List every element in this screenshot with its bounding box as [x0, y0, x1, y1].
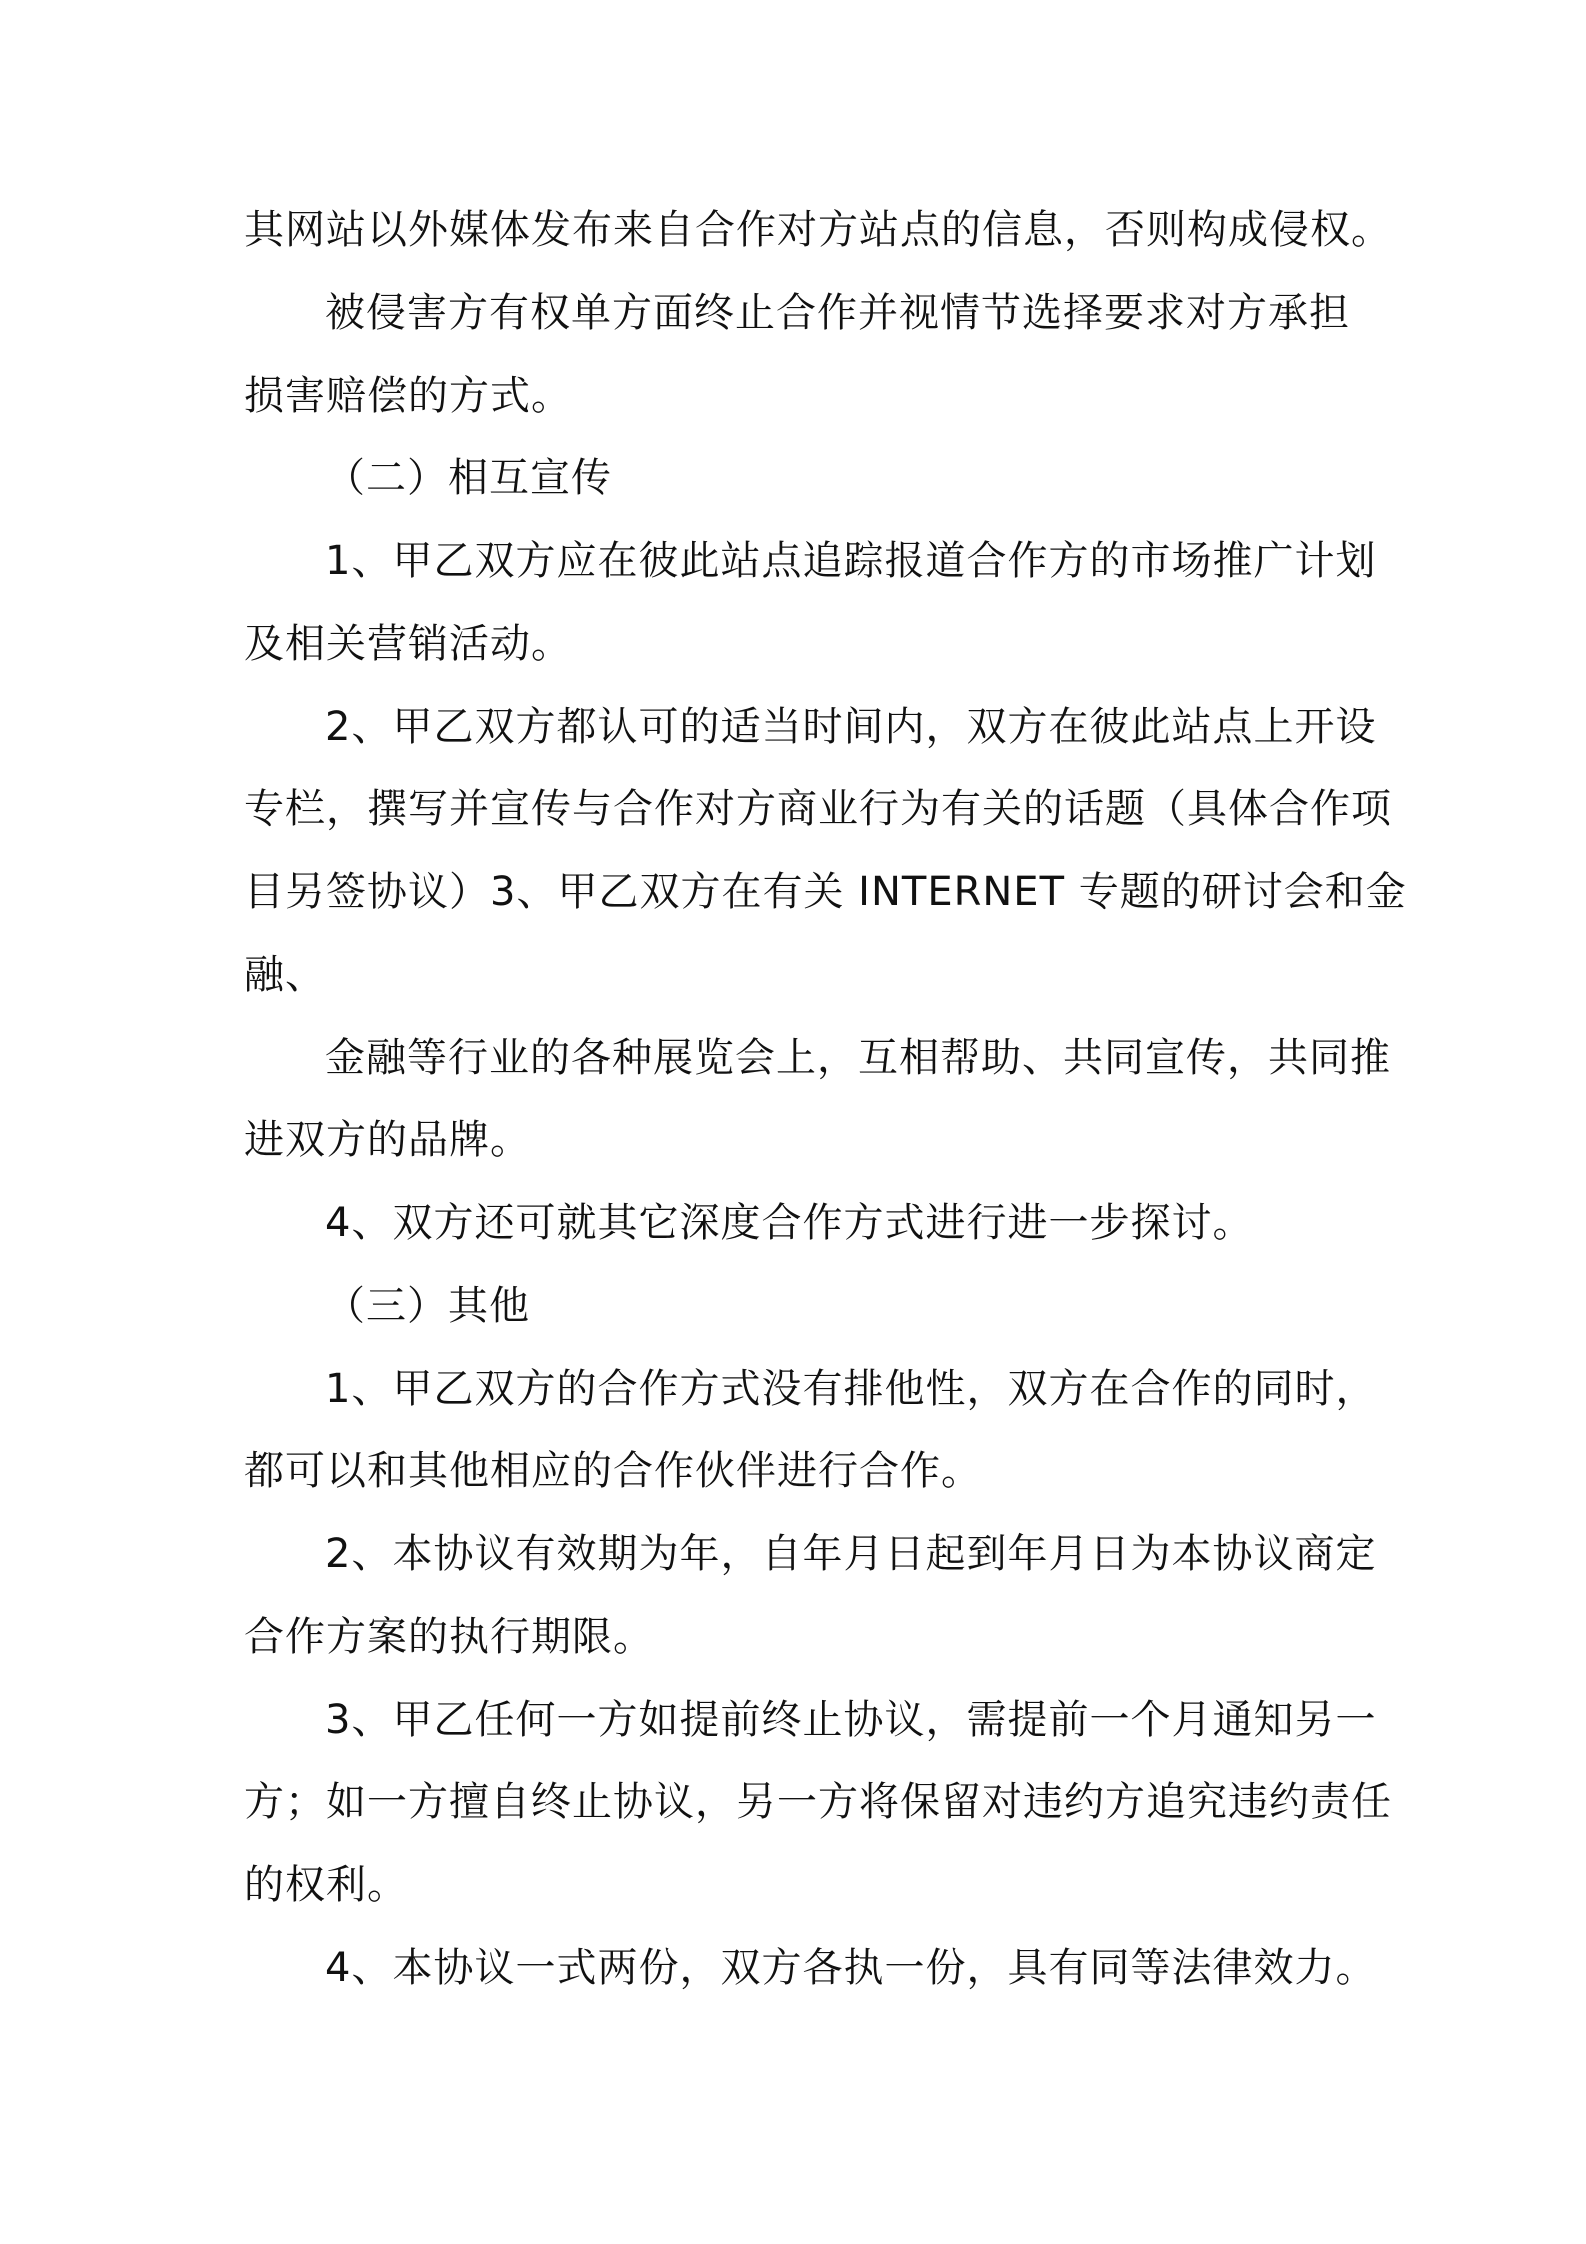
text-line: 融、 — [244, 952, 326, 998]
text-line: 目另签协议）3、甲乙双方在有关 INTERNET 专题的研讨会和金 — [244, 869, 1407, 915]
text-line: 合作方案的执行期限。 — [244, 1614, 654, 1660]
text-line: 其网站以外媒体发布来自合作对方站点的信息，否则构成侵权。 — [244, 207, 1392, 253]
text-line: 及相关营销活动。 — [244, 621, 572, 667]
text-line: 的权利。 — [244, 1862, 408, 1908]
text-line: 被侵害方有权单方面终止合作并视情节选择要求对方承担 — [325, 290, 1350, 336]
text-line: 2、甲乙双方都认可的适当时间内，双方在彼此站点上开设 — [325, 704, 1377, 750]
text-line: 3、甲乙任何一方如提前终止协议，需提前一个月通知另一 — [325, 1697, 1377, 1743]
text-line: 损害赔偿的方式。 — [244, 373, 572, 419]
text-line: 金融等行业的各种展览会上，互相帮助、共同宣传，共同推 — [325, 1035, 1391, 1081]
text-line: 4、本协议一式两份，双方各执一份，具有同等法律效力。 — [325, 1945, 1377, 1991]
text-line: 1、甲乙双方应在彼此站点追踪报道合作方的市场推广计划 — [325, 538, 1377, 584]
text-line: 都可以和其他相应的合作伙伴进行合作。 — [244, 1448, 982, 1494]
text-line: 专栏，撰写并宣传与合作对方商业行为有关的话题（具体合作项 — [244, 786, 1392, 832]
text-line: 1、甲乙双方的合作方式没有排他性，双方在合作的同时， — [325, 1366, 1377, 1412]
section-heading: （三）其他 — [325, 1283, 530, 1329]
text-line: 方；如一方擅自终止协议，另一方将保留对违约方追究违约责任 — [244, 1779, 1392, 1825]
text-line: 进双方的品牌。 — [244, 1117, 531, 1163]
text-line: 4、双方还可就其它深度合作方式进行进一步探讨。 — [325, 1200, 1254, 1246]
text-line: 2、本协议有效期为年，自年月日起到年月日为本协议商定 — [325, 1531, 1377, 1577]
section-heading: （二）相互宣传 — [325, 455, 612, 501]
